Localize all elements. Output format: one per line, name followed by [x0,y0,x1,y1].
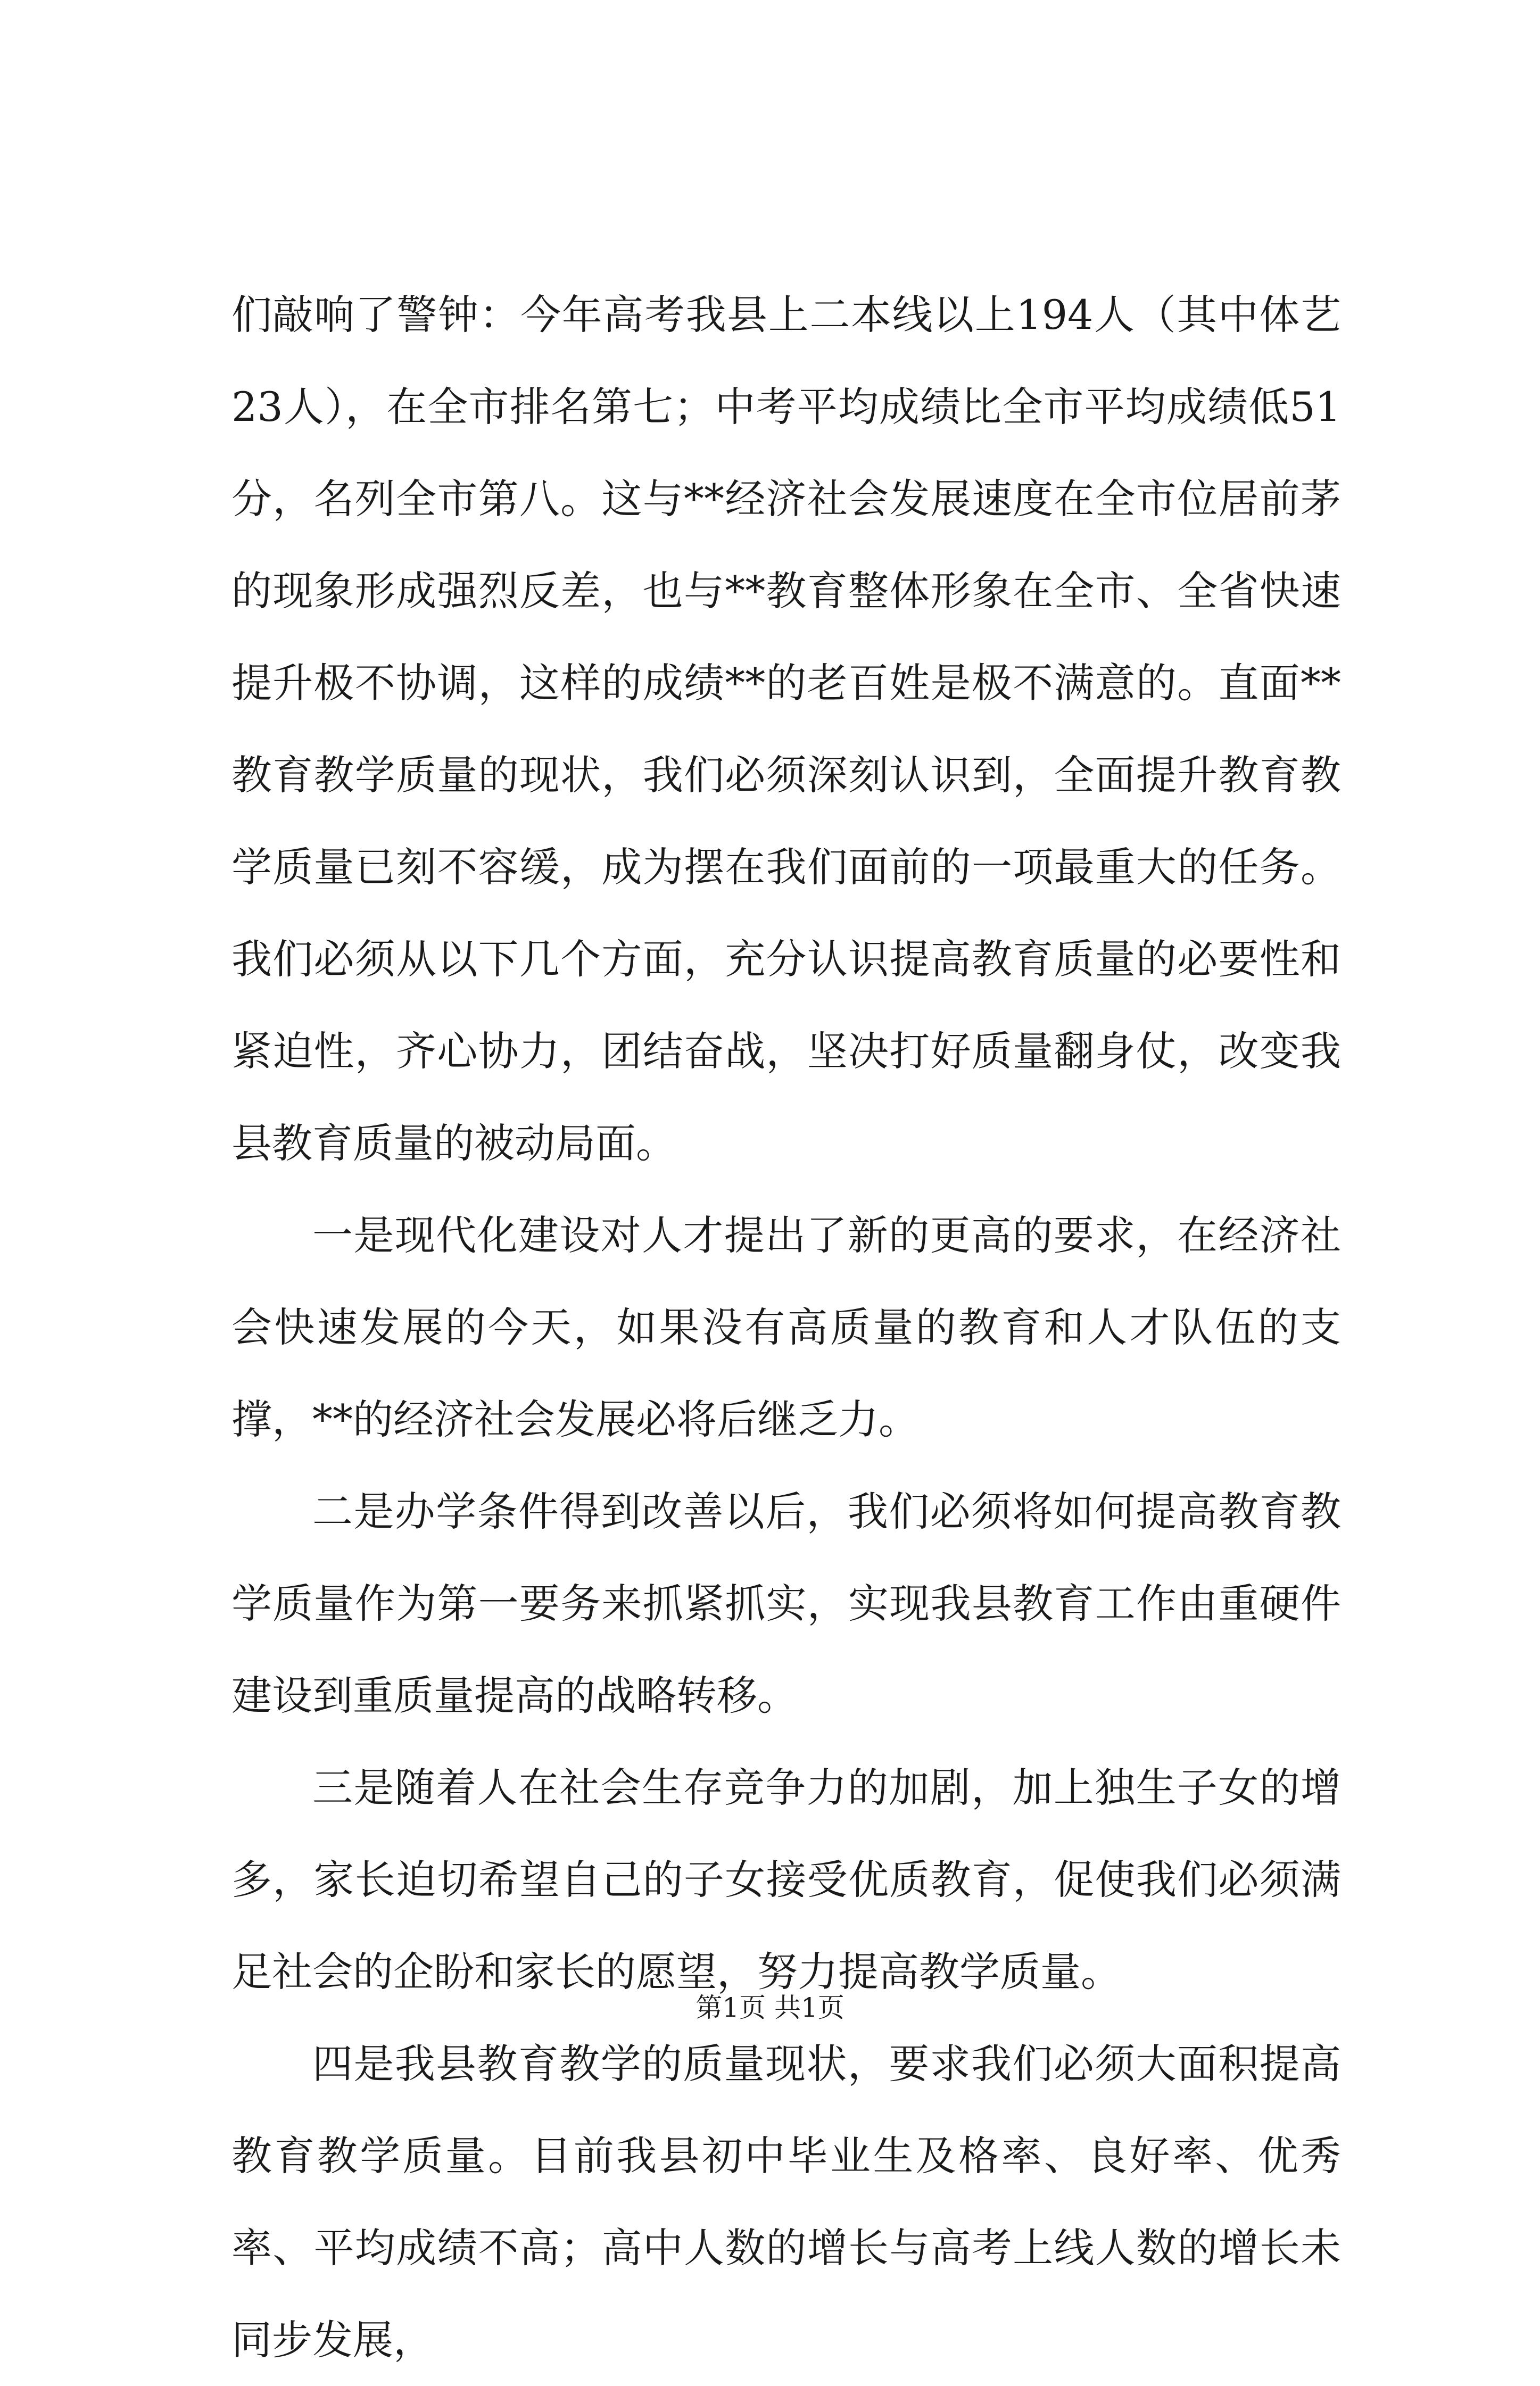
paragraph-point-one: 一是现代化建设对人才提出了新的更高的要求，在经济社会快速发展的今天，如果没有高质量的教育和人才队伍的支撑，**的经济社会发展必将后继乏力。 [231,1212,1341,1443]
paragraph-point-three: 三是随着人在社会生存竞争力的加剧，加上独生子女的增多，家长迫切希望自己的子女接受优质教育，促使我们必须满足社会的企盼和家长的愿望，努力提高教学质量。 [231,1764,1341,1995]
paragraph-point-two: 二是办学条件得到改善以后，我们必须将如何提高教育教学质量作为第一要务来抓紧抓实，实现我县教育工作由重硬件建设到重质量提高的战略转移。 [231,1488,1341,1719]
paragraph-point-four: 四是我县教育教学的质量现状，要求我们必须大面积提高教育教学质量。目前我县初中毕业生及格率、良好率、优秀率、平均成绩不高；高中人数的增长与高考上线人数的增长未同步发展， [231,2040,1341,2364]
page-footer: 第1页 共1页 [696,1992,844,2023]
paragraph-intro: 们敲响了警钟：今年高考我县上二本线以上194人（其中体艺23人），在全市排名第七；中考平均成绩比全市平均成绩低51分，名列全市第八。这与**经济社会发展速度在全市位居前茅的现象形成强烈反差，也与**教育整体形象在全市、全省快速提升极不协调，这样的成绩**的老百姓是极不满意的。直面**教育教学质量的现状，我们必须深刻认识到，全面提升教育教学质量已刻不容缓，成为摆在我们面前的一项最重大的任务。我们必须从以下几个方面，充分认识提高教育质量的必要性和紧迫性，齐心协力，团结奋战，坚决打好质量翻身仗，改变我县教育质量的被动局面。 [231,291,1341,1167]
document-body [231,269,1341,2386]
